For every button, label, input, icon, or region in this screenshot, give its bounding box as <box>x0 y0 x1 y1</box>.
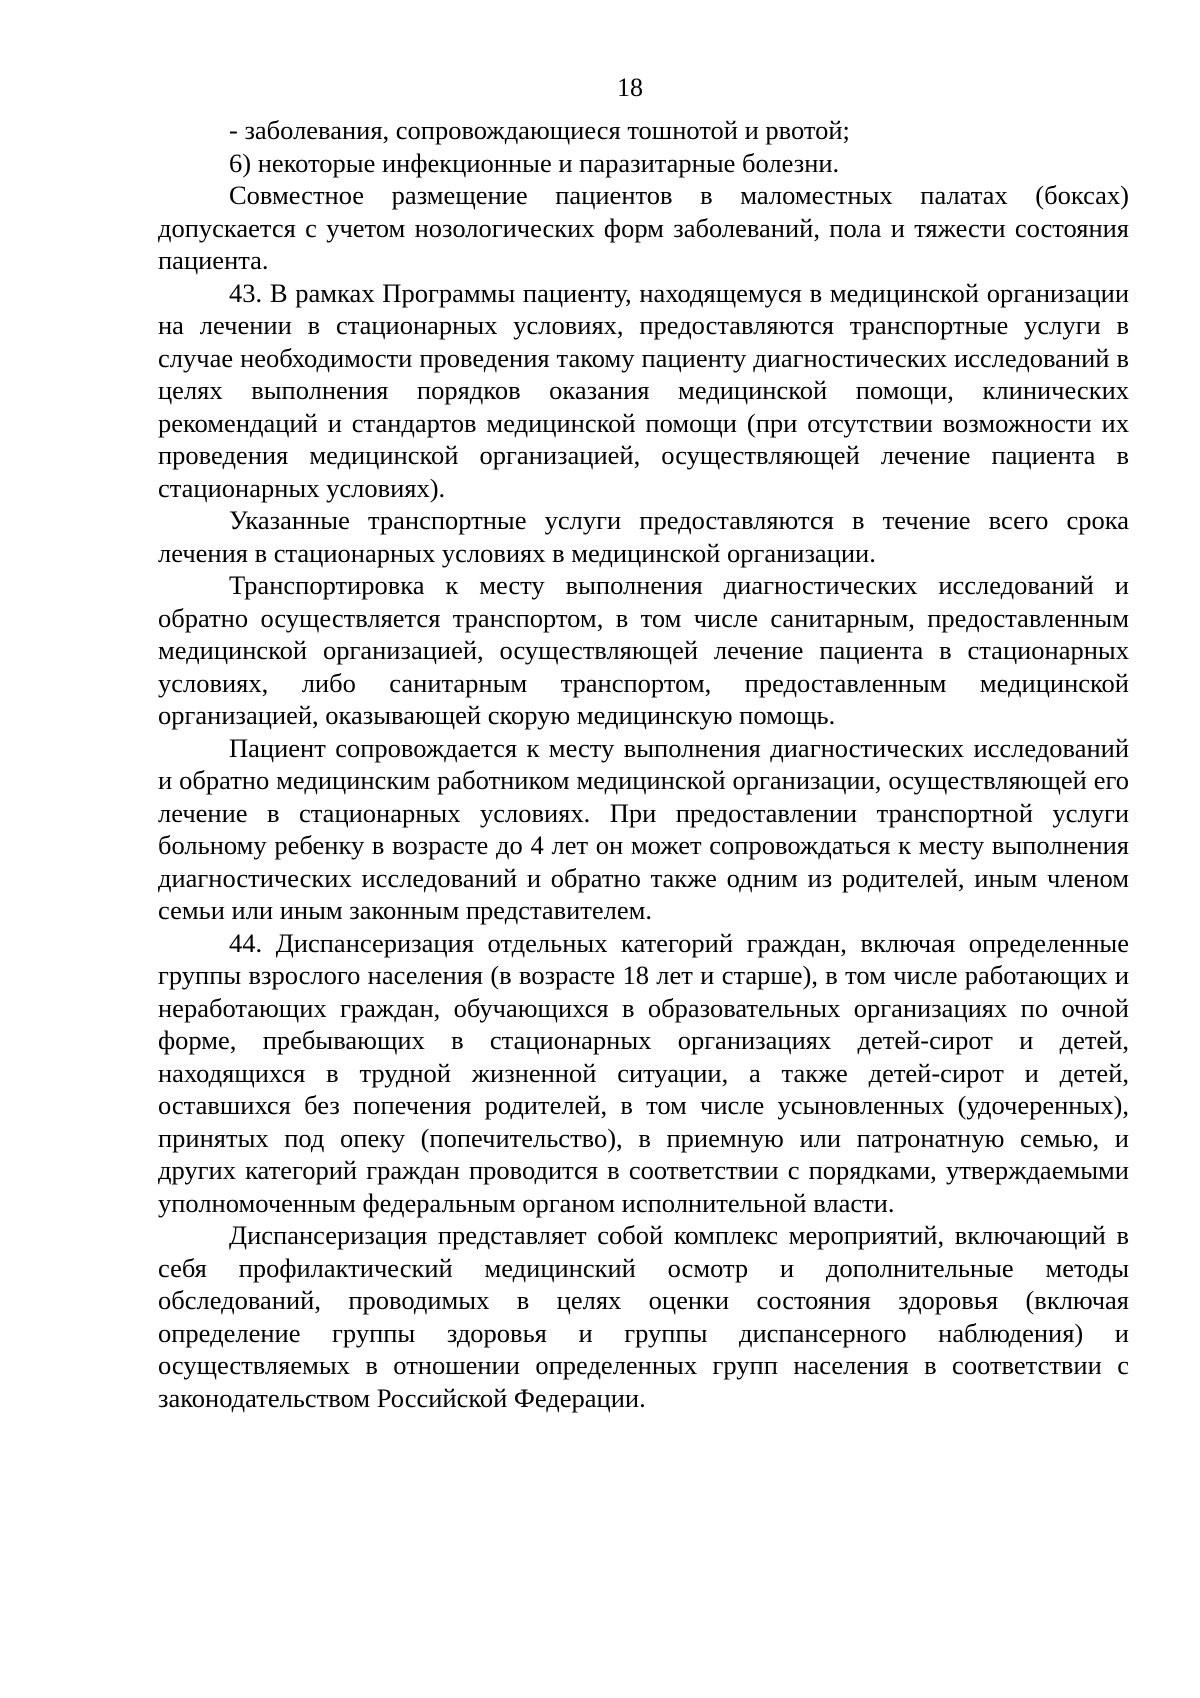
document-body <box>158 114 1129 1414</box>
paragraph: Диспансеризация представляет собой комплекс мероприятий, включающий в себя профилактический медицинский осмотр и дополнительные методы обследований, проводимых в целях оценки состояния здоровья (включая определение группы здоровья и группы диспансерного наблюдения) и осуществляемых в отношении определенных групп населения в соответствии с законодательством Российской Федерации. <box>158 1220 1129 1413</box>
paragraph: Транспортировка к месту выполнения диагностических исследований и обратно осуществляется транспортом, в том числе санитарным, предоставленным медицинской организацией, осуществляющей лечение пациента в стационарных условиях, либо санитарным транспортом, предоставленным медицинской организацией, оказывающей скорую медицинскую помощь. <box>158 570 1129 730</box>
paragraph: 43. В рамках Программы пациенту, находящемуся в медицинской организации на лечении в стационарных условиях, предоставляются транспортные услуги в случае необходимости проведения такому пациенту диагностических исследований в целях выполнения порядков оказания медицинской помощи, клинических рекомендаций и стандартов медицинской помощи (при отсутствии возможности их проведения медицинской организацией, осуществляющей лечение пациента в стационарных условиях). <box>158 277 1129 503</box>
paragraph: - заболевания, сопровождающиеся тошнотой и рвотой; <box>229 115 850 145</box>
paragraph: 44. Диспансеризация отдельных категорий граждан, включая определенные группы взрослого населения (в возрасте 18 лет и старше), в том числе работающих и неработающих граждан, обучающихся в образовательных организациях по очной форме, пребывающих в стационарных организациях детей-сирот и детей, находящихся в трудной жизненной ситуации, а также детей-сирот и детей, оставшихся без попечения родителей, в том числе усыновленных (удочеренных), принятых под опеку (попечительство), в приемную или патронатную семью, и других категорий граждан проводится в соответствии с порядками, утверждаемыми уполномоченным федеральным органом исполнительной власти. <box>158 927 1129 1218</box>
page-number: 18 <box>617 73 643 102</box>
paragraph: Совместное размещение пациентов в маломестных палатах (боксах) допускается с учетом нозологических форм заболеваний, пола и тяжести состояния пациента. <box>158 180 1129 275</box>
paragraph: Указанные транспортные услуги предоставляются в течение всего срока лечения в стационарных условиях в медицинской организации. <box>158 505 1129 568</box>
paragraph: 6) некоторые инфекционные и паразитарные болезни. <box>229 147 840 178</box>
paragraph: Пациент сопровождается к месту выполнения диагностических исследований и обратно медицинским работником медицинской организации, осуществляющей его лечение в стационарных условиях. При предоставлении транспортной услуги больному ребенку в возрасте до 4 лет он может сопровождаться к месту выполнения диагностических исследований и обратно также одним из родителей, иным членом семьи или иным законным представителем. <box>158 732 1129 925</box>
